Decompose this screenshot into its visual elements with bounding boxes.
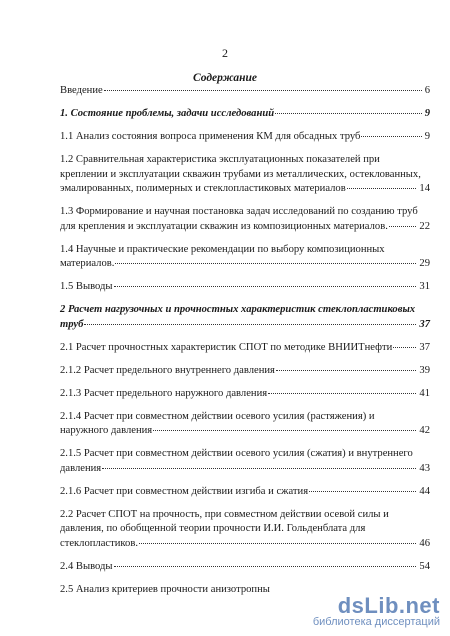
toc-entry (60, 387, 430, 402)
toc-leader-dots (153, 430, 416, 431)
toc-entry (60, 205, 430, 234)
toc-entry-line: 2.2 Расчет СПОТ на прочность, при совместном действии осевой силы и (60, 508, 389, 520)
toc-entry-last-line (60, 341, 430, 356)
toc-entry-line: 1.4 Научные и практические рекомендации по выбору композиционных (60, 243, 385, 255)
toc-entry-line: 2.1.4 Расчет при совместном действии осевого усилия (растяжения) и (60, 410, 375, 422)
toc-entry (60, 364, 430, 379)
toc-entry-title: для крепления и эксплуатации скважин из композиционных материалов. (60, 220, 388, 232)
toc-entry-last-line (60, 537, 430, 552)
toc-entry-last-line (60, 364, 430, 379)
toc-entry (60, 341, 430, 356)
toc-page-number: 43 (419, 462, 430, 474)
toc-entry-title: 1.5 Выводы (60, 281, 113, 292)
toc-entry-title: 2.1.2 Расчет предельного внутреннего давления (60, 364, 275, 376)
toc-leader-dots (268, 393, 416, 394)
toc-entry-last-line (60, 485, 430, 500)
toc-entry-last-line (60, 318, 430, 333)
toc-leader-dots (115, 263, 416, 264)
toc-entry-line: давления, по обобщенной теории прочности И.И. Гольденблата для (60, 523, 366, 534)
toc-entry (60, 84, 430, 99)
toc-entry-title: давления (60, 462, 102, 474)
watermark (313, 593, 440, 628)
toc-entry (60, 303, 430, 332)
watermark-logo: dsLib.net (337, 593, 440, 618)
toc-leader-dots (275, 113, 422, 114)
toc-entry-title: стеклопластиков. (60, 537, 138, 549)
toc-leader-dots (309, 491, 416, 492)
toc-entry-title: 2.1.3 Расчет предельного наружного давления (60, 387, 268, 399)
toc-entry-last-line (60, 84, 430, 99)
toc-entry (60, 560, 430, 575)
toc-entry-title: 2.1.6 Расчет при совместном действии изгиба и сжатия (60, 485, 309, 497)
toc-entry-last-line (60, 257, 430, 272)
toc-page-number: 9 (424, 131, 430, 142)
toc-entry-last-line (60, 560, 430, 575)
toc-page-number: 46 (419, 537, 430, 549)
toc-entry-title: 2.5 Анализ критериев прочности анизотропны (60, 583, 270, 595)
toc-entry (60, 243, 430, 272)
toc-entry-title: 2.1 Расчет прочностных характеристик СПОТ по методике ВНИИТнефти (60, 341, 393, 353)
toc-leader-dots (84, 324, 416, 325)
toc-page-number: 22 (419, 220, 430, 232)
toc-page-number: 6 (424, 85, 430, 96)
toc-entry-last-line (60, 107, 430, 122)
toc-entry-last-line (60, 280, 430, 295)
table-of-contents (60, 84, 430, 606)
toc-page-number: 44 (419, 485, 430, 497)
toc-leader-dots (361, 136, 421, 137)
toc-entry-last-line (60, 220, 430, 235)
toc-page-number: 39 (419, 364, 430, 376)
toc-leader-dots (114, 286, 417, 287)
toc-leader-dots (139, 543, 416, 544)
toc-entry (60, 107, 430, 122)
toc-entry-line: креплении и эксплуатации скважин трубами из металлических, остеклованных, (60, 168, 421, 180)
toc-entry (60, 130, 430, 145)
toc-entry-line: 2 Расчет нагрузочных и прочностных характеристик стеклопластиковых (60, 304, 416, 315)
toc-page-number: 14 (419, 183, 430, 194)
toc-entry-line: 1.2 Сравнительная характеристика эксплуатационных показателей при (60, 154, 380, 165)
toc-entry (60, 447, 430, 476)
toc-leader-dots (104, 90, 422, 91)
page-number: 2 (222, 46, 228, 60)
toc-entry-title: 2.4 Выводы (60, 560, 113, 572)
toc-entry-title: 1.1 Анализ состояния вопроса применения КМ для обсадных труб (60, 131, 361, 142)
toc-entry (60, 485, 430, 500)
toc-page-number: 42 (419, 425, 430, 436)
toc-leader-dots (389, 226, 417, 227)
toc-entry-last-line (60, 182, 430, 197)
toc-entry (60, 153, 430, 197)
toc-entry-title: наружного давления (60, 425, 153, 436)
toc-entry-title: материалов. (60, 258, 115, 269)
toc-entry-title: Введение (60, 85, 103, 96)
toc-page-number: 54 (419, 560, 430, 572)
toc-leader-dots (276, 370, 417, 371)
toc-entry-last-line (60, 462, 430, 477)
toc-entry-last-line (60, 387, 430, 402)
toc-entry-last-line (60, 424, 430, 439)
toc-entry (60, 280, 430, 295)
toc-page-number: 31 (419, 281, 430, 292)
toc-leader-dots (347, 188, 417, 189)
toc-leader-dots (102, 468, 416, 469)
watermark-subtitle: библиотека диссертаций (312, 616, 440, 628)
toc-page-number: 9 (424, 108, 430, 119)
toc-entry-line: 1.3 Формирование и научная постановка задач исследований по созданию труб (60, 206, 418, 217)
toc-leader-dots (393, 347, 416, 348)
page-title: Содержание (192, 72, 258, 84)
toc-page-number: 41 (419, 387, 430, 399)
toc-entry (60, 508, 430, 552)
toc-entry-title: труб (60, 318, 84, 330)
toc-page-number: 29 (419, 258, 430, 269)
toc-leader-dots (114, 566, 417, 567)
toc-entry-title: эмалированных, полимерных и стеклопластиковых материалов (60, 183, 346, 194)
toc-entry (60, 410, 430, 439)
toc-page-number: 37 (419, 318, 430, 330)
toc-entry-last-line (60, 130, 430, 145)
toc-entry-title: 1. Состояние проблемы, задачи исследований (60, 108, 275, 119)
toc-page-number: 37 (419, 341, 430, 353)
toc-entry-line: 2.1.5 Расчет при совместном действии осевого усилия (сжатия) и внутреннего (60, 448, 413, 459)
